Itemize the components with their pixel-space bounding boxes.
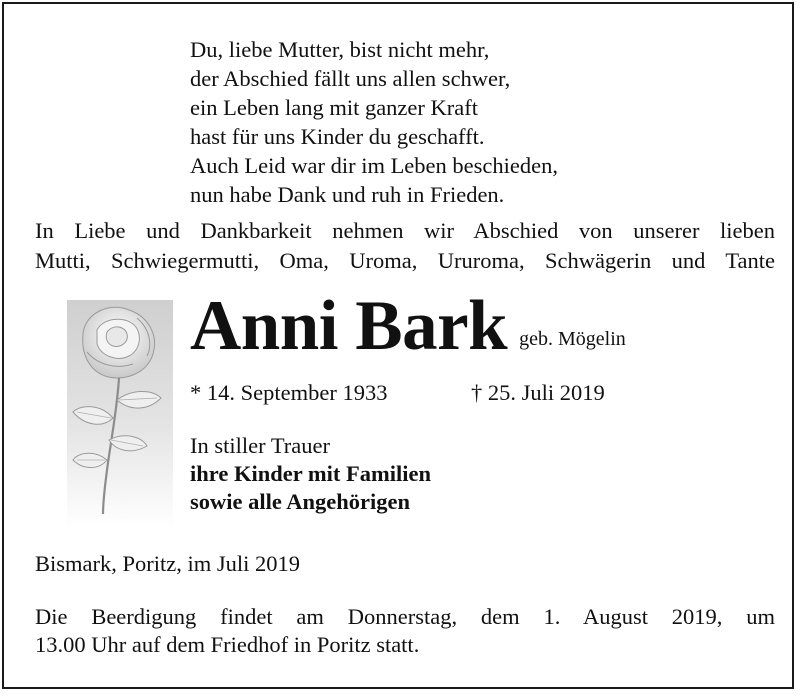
birth-date: * 14. September 1933 (190, 380, 388, 405)
poem-line: ein Leben lang mit ganzer Kraft (190, 95, 478, 120)
mourners (190, 432, 431, 516)
poem-line: nun habe Dank und ruh in Frieden. (190, 182, 505, 207)
born-name: geb. Mögelin (519, 328, 626, 350)
name-row (190, 286, 626, 366)
intro-text (35, 216, 775, 276)
funeral-line: Die Beerdigung findet am Donnerstag, dem 1. August 2019, um (35, 604, 775, 629)
mourners-relatives: sowie alle Angehörigen (190, 489, 410, 514)
death-date: † 25. Juli 2019 (471, 380, 605, 405)
poem-line: Auch Leid war dir im Leben beschieden, (190, 153, 558, 178)
mourners-children: ihre Kinder mit Familien (190, 461, 432, 486)
intro-line: Mutti, Schwiegermutti, Oma, Uroma, Ururoma, Schwägerin und Tante (35, 248, 775, 273)
intro-line: In Liebe und Dankbarkeit nehmen wir Abschied von unserer lieben (35, 218, 775, 243)
funeral-notice (35, 603, 775, 659)
mourning-line: In stiller Trauer (190, 433, 330, 458)
life-dates (190, 378, 605, 408)
funeral-line: 13.00 Uhr auf dem Friedhof in Poritz statt. (35, 632, 420, 657)
deceased-name: Anni Bark (190, 287, 508, 365)
poem-line: hast für uns Kinder du geschafft. (190, 124, 485, 149)
poem-line: der Abschied fällt uns allen schwer, (190, 66, 511, 91)
poem-line: Du, liebe Mutter, bist nicht mehr, (190, 37, 490, 62)
poem (190, 35, 558, 209)
place-date: Bismark, Poritz, im Juli 2019 (35, 551, 301, 576)
obituary-card (2, 2, 794, 689)
rose-icon (67, 300, 173, 528)
